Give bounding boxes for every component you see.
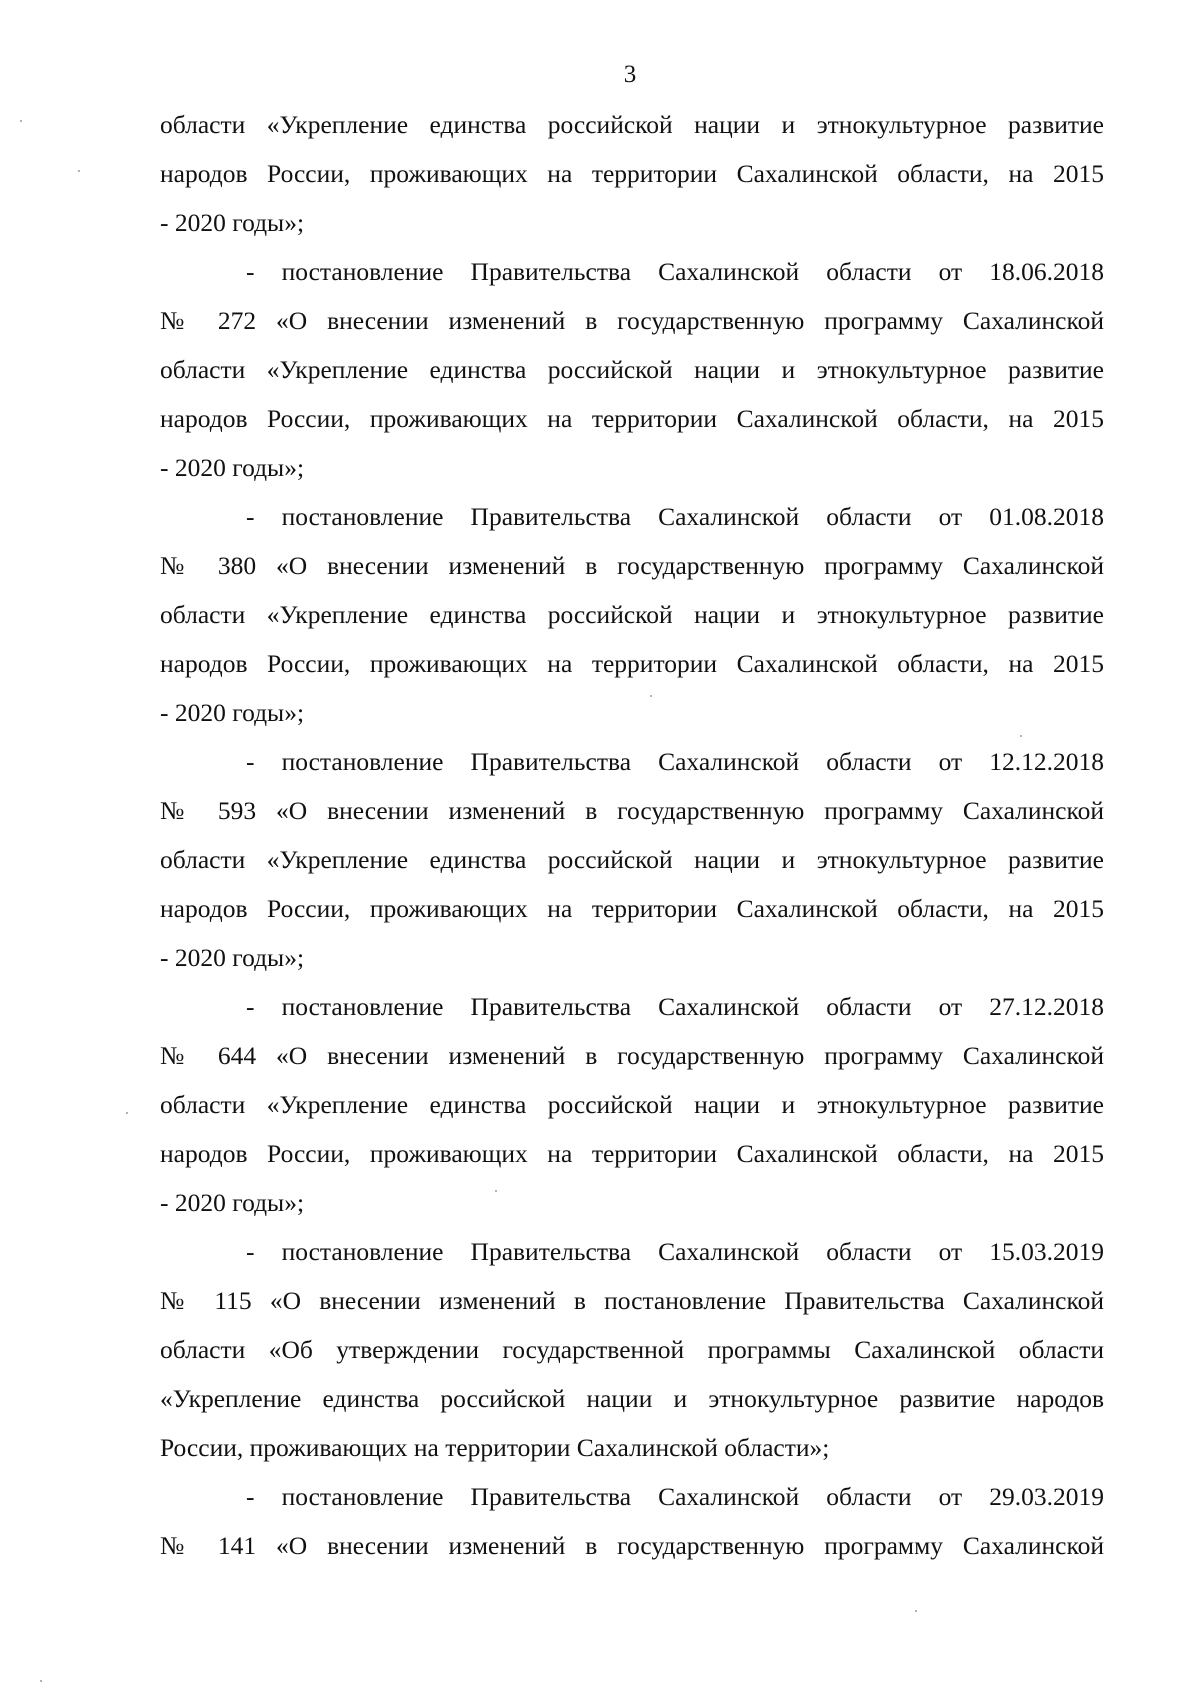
text-line: народов России, проживающих на территории Сахалинской области, на 2015: [160, 404, 1104, 433]
text-line: народов России, проживающих на территории Сахалинской области, на 2015: [160, 159, 1104, 188]
scan-speck: [915, 1610, 917, 1612]
document-body: [160, 100, 1104, 1570]
text-line: № 644 «О внесении изменений в государственную программу Сахалинской: [160, 1041, 1104, 1070]
text-line: области «Об утверждении государственной программы Сахалинской области: [160, 1335, 1104, 1364]
text-line: № 593 «О внесении изменений в государственную программу Сахалинской: [160, 796, 1104, 825]
scan-speck: [650, 695, 652, 697]
text-line: - постановление Правительства Сахалинской области от 18.06.2018: [246, 257, 1104, 286]
text-line: - 2020 годы»;: [160, 208, 305, 237]
scan-speck: [78, 170, 80, 172]
scan-speck: [40, 1680, 42, 1682]
scan-speck: [495, 1190, 497, 1192]
text-line: - постановление Правительства Сахалинской области от 01.08.2018: [246, 502, 1104, 531]
scan-speck: [126, 1112, 128, 1114]
text-line: - 2020 годы»;: [160, 453, 305, 482]
text-line: - 2020 годы»;: [160, 943, 305, 972]
text-line: - постановление Правительства Сахалинской области от 12.12.2018: [246, 747, 1104, 776]
list-item-decree: [160, 1472, 1104, 1570]
list-item-decree: [160, 982, 1104, 1227]
text-line: «Укрепление единства российской нации и этнокультурное развитие народов: [160, 1384, 1104, 1413]
text-line: России, проживающих на территории Сахалинской области»;: [160, 1433, 830, 1462]
text-line: области «Укрепление единства российской нации и этнокультурное развитие: [160, 1090, 1104, 1119]
text-line: - постановление Правительства Сахалинской области от 29.03.2019: [246, 1482, 1104, 1511]
text-line: - постановление Правительства Сахалинской области от 27.12.2018: [246, 992, 1104, 1021]
list-item-decree: [160, 737, 1104, 982]
text-line: области «Укрепление единства российской нации и этнокультурное развитие: [160, 355, 1104, 384]
text-line: - 2020 годы»;: [160, 1188, 305, 1217]
text-line: народов России, проживающих на территории Сахалинской области, на 2015: [160, 649, 1104, 678]
text-line: № 380 «О внесении изменений в государственную программу Сахалинской: [160, 551, 1104, 580]
scan-speck: [1020, 735, 1022, 737]
page-number: 3: [623, 61, 637, 88]
text-line: - 2020 годы»;: [160, 698, 305, 727]
list-item-decree: [160, 492, 1104, 737]
text-line: № 141 «О внесении изменений в государственную программу Сахалинской: [160, 1531, 1104, 1560]
text-line: № 115 «О внесении изменений в постановление Правительства Сахалинской: [160, 1286, 1104, 1315]
text-line: - постановление Правительства Сахалинской области от 15.03.2019: [246, 1237, 1104, 1266]
list-item-decree: [160, 247, 1104, 492]
text-line: области «Укрепление единства российской нации и этнокультурное развитие: [160, 845, 1104, 874]
scan-speck: [20, 120, 22, 122]
list-item-decree: [160, 1227, 1104, 1472]
text-line: народов России, проживающих на территории Сахалинской области, на 2015: [160, 894, 1104, 923]
text-line: № 272 «О внесении изменений в государственную программу Сахалинской: [160, 306, 1104, 335]
paragraph-continuation: [160, 100, 1104, 247]
text-line: народов России, проживающих на территории Сахалинской области, на 2015: [160, 1139, 1104, 1168]
text-line: области «Укрепление единства российской нации и этнокультурное развитие: [160, 110, 1104, 139]
text-line: области «Укрепление единства российской нации и этнокультурное развитие: [160, 600, 1104, 629]
